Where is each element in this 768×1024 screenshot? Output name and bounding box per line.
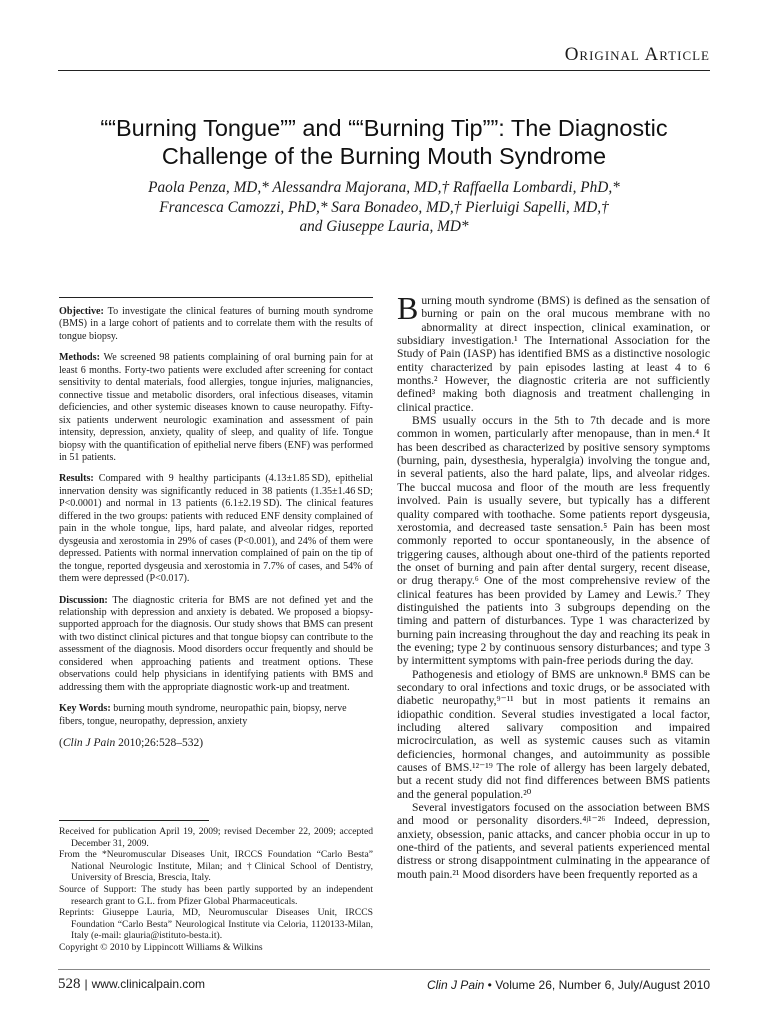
- abstract-results: [59, 473, 373, 585]
- abstract-objective: [59, 306, 373, 343]
- website-link[interactable]: www.clinicalpain.com: [91, 977, 205, 991]
- footnote-reprints: Reprints: Giuseppe Lauria, MD, Neuromuscular Diseases Unit, IRCCS Foundation “Carlo Besta” Neurological Institute via Celoria, 1120133-Milan, Italy (e-mail: glauria@istituto-besta.it).: [59, 907, 373, 942]
- objective-label: Objective:: [59, 306, 104, 317]
- footnote-copyright: Copyright © 2010 by Lippincott Williams & Wilkins: [59, 941, 263, 953]
- body-paragraph-2: BMS usually occurs in the 5th to 7th decade and is more common in women, particularly after menopause, than in men.⁴ It has been described as characterized by positive sensory symptoms (burning, pain, dysesthesia, hyperalgia) involving the tongue and, in several patients, also the hard palate, lips, and alveolar ridges. The buccal mucosa and floor of the mouth are less frequently involved. Pain is usually severe, but typically has a different quality compared with toothache. Some patients report dysgeusia, xerostomia, and decreased taste sensation.⁵ Pain has been most commonly reported to occur spontaneously, in the absence of triggering causes, although about one-third of the patients reported the onset of burning and pain after dental surgery, recent disease, or drug therapy.⁶ One of the most comprehensive review of the clinical features has been provided by Lamey and Lewis.⁷ They distinguished the patients into 3 subgroups depending on the timing and pattern of disturbances. Type 1 was characterized by burning pain increasing throughout the day and reaching its peak in the evening; type 2 by continuous sensory disturbances; and type 3 by intermittent symptoms with pain-free periods during the day.: [397, 414, 710, 668]
- results-label: Results:: [59, 473, 94, 485]
- footnote-rule: [59, 820, 209, 821]
- section-label: Original Article: [564, 44, 710, 65]
- abstract-top-rule: [59, 297, 373, 298]
- title-line-1: ““Burning Tongue”” and ““Burning Tip””: The Diagnostic: [100, 115, 668, 141]
- abstract-discussion: [59, 595, 373, 695]
- footer-right: [427, 978, 710, 992]
- page-number: 528: [58, 976, 81, 992]
- issue-info: • Volume 26, Number 6, July/August 2010: [484, 978, 710, 992]
- citation: (Clin J Pain 2010;26:528–532): [59, 737, 204, 750]
- footer-rule: [58, 969, 710, 970]
- methods-text: We screened 98 patients complaining of oral burning pain for at least 6 months. Forty-two patients were excluded after screening for contact sensitivity to dental materials, food allergies, tongue injuries, malignancies, connective tissue and metabolic disorders, oral infectious diseases, vitamin deficiencies, and other systemic diseases known to cause neuropathy. Fifty-six patients underwent neurologic examination and assessment of pain intensity, depression, anxiety, quality of sleep, and quality of life. Tongue biopsy with the quantification of epithelial nerve fibers (ENF) was performed in 51 patients.: [59, 352, 374, 463]
- citation-details: 2010;26:528–532): [118, 737, 204, 750]
- discussion-label: Discussion:: [59, 594, 108, 606]
- body-paragraph-3: Pathogenesis and etiology of BMS are unknown.⁸ BMS can be secondary to oral infections and toxic drugs, or be associated with diabetic neuropathy,⁹⁻¹¹ but in most patients it remains an idiopathic condition. Several studies investigated a local factor, including altered salivary composition and impaired microcirculation, as well as systemic causes such as vitamin deficiencies, hormonal changes, and autoimmunity as possible causes of BMS.¹²⁻¹⁹ The role of allergy has been largely debated, but a recent study did not find differences between BMS patients and the general population.²⁰: [397, 667, 710, 801]
- footer-separator: |: [84, 977, 88, 991]
- footer-left: [58, 976, 205, 993]
- authors-line-2: Francesca Camozzi, PhD,* Sara Bonadeo, MD,† Pierluigi Sapelli, MD,†: [159, 198, 609, 216]
- article-title: [40, 114, 728, 170]
- body-text: [397, 290, 710, 881]
- body-paragraph-4: Several investigators focused on the association between BMS and mood or personality disorders.⁴ʲ¹⁻²⁶ Indeed, depression, anxiety, obsession, panic attacks, and cancer phobia occur in up to one-third of the patients, and several patients experienced mental distress or strong disappointment culminating in the appearance of mouth pain.²¹ Mood disorders have been frequently reported as a: [397, 801, 710, 881]
- abstract: [59, 306, 373, 759]
- body-paragraph-1: [397, 290, 710, 414]
- authors-line-3: and Giuseppe Lauria, MD*: [299, 218, 469, 235]
- abstract-keywords: [59, 703, 373, 728]
- objective-text: To investigate the clinical features of burning mouth syndrome (BMS) in a large cohort of patients and to correlate them with the results of tongue biopsy.: [59, 306, 374, 342]
- methods-label: Methods:: [59, 352, 100, 364]
- paragraph-1-text: urning mouth syndrome (BMS) is defined as the sensation of burning or pain on the oral mucous membrane with no abnormality at direct inspection, clinical examination, or subsidiary investigation.¹ The International Association for the Study of Pain (IASP) has identified BMS as a distinctive nosologic entity characterized by pain episodes lasting at least 4 to 6 months.² However, the diagnostic criteria are not sufficiently defined³ making both diagnosis and treatment challenging in clinical practice.: [397, 294, 710, 414]
- footnote-affiliations: From the *Neuromuscular Diseases Unit, IRCCS Foundation “Carlo Besta” National Neurologic Institute, Milan; and †Clinical School of Dentistry, University of Brescia, Brescia, Italy.: [59, 849, 373, 884]
- footnotes: [59, 826, 373, 954]
- journal-name: Clin J Pain: [426, 978, 485, 992]
- authors-line-1: Paola Penza, MD,* Alessandra Majorana, MD,† Raffaella Lombardi, PhD,*: [148, 179, 620, 196]
- keywords-text: burning mouth syndrome, neuropathic pain, biopsy, nerve fibers, tongue, neuropathy, depression, anxiety: [59, 703, 347, 727]
- citation-journal: Clin J Pain: [62, 737, 116, 750]
- keywords-label: Key Words:: [59, 703, 111, 715]
- abstract-methods: [59, 352, 373, 464]
- drop-cap: B: [397, 290, 419, 326]
- results-text: Compared with 9 healthy participants (4.13±1.85 SD), epithelial innervation density was significantly reduced in 38 patients (1.35±1.46 SD; P<0.0001) and normal in 13 patients (6.1±2.19 SD). The clinical features differed in the two groups: patients with reduced ENF density complained of pain in the whole tongue, lips, hard palate, and alveolar ridges, reported dysgeusia and xerostomia in 29% of cases (P<0.001), and 24% of them were depressed. Patients with normal innervation complained of pain on the tip of the tongue, reported dysgeusia and xerostomia in 7.7% of cases, and 54% of them were depressed (P<0.017).: [59, 473, 373, 585]
- footnote-received: Received for publication April 19, 2009; revised December 22, 2009; accepted December 31, 2009.: [59, 826, 373, 849]
- discussion-text: The diagnostic criteria for BMS are not defined yet and the relationship with depression and anxiety is debated. We proposed a biopsy-supported approach for the diagnosis. Our study shows that BMS can present with two distinct clinical pictures and that tongue biopsy can contribute to the assessment of the diagnosis. Mood disorders occur frequently and should be considered when approaching patients and treatment options. These observations could help physicians in identifying patients with BMS and addressing them with the appropriate diagnostic work-up and treatment.: [59, 594, 373, 693]
- author-list: [40, 178, 728, 237]
- footnote-support: Source of Support: The study has been partly supported by an independent research grant to G.L. from Pfizer Global Pharmaceuticals.: [59, 883, 373, 907]
- title-line-2: Challenge of the Burning Mouth Syndrome: [161, 143, 607, 169]
- header-rule: [58, 70, 710, 71]
